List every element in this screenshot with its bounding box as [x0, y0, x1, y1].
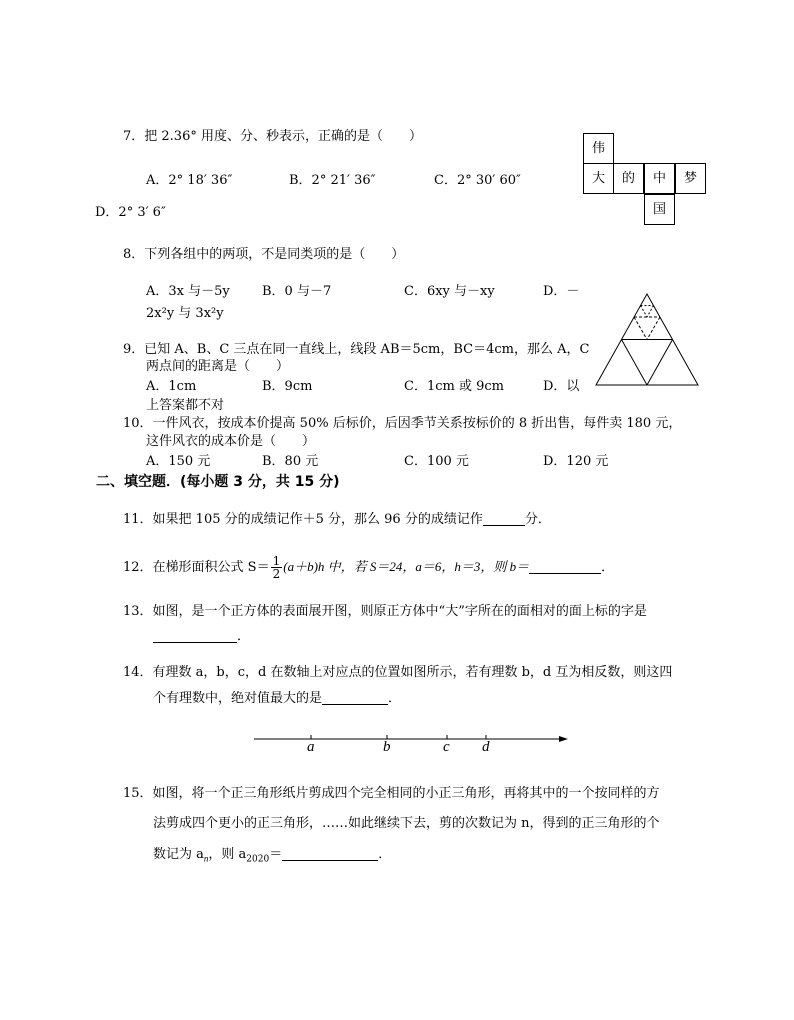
triangle-dash-6 — [647, 306, 654, 318]
q9-option-d: D．以 — [543, 379, 580, 394]
q9-option-c: C．1cm 或 9cm — [404, 379, 504, 394]
triangle-cut-2 — [622, 340, 648, 386]
q14-text-line2: 个有理数中，绝对值最大的是 — [153, 691, 323, 706]
q15-text-line3-eq: ＝ — [269, 847, 283, 862]
q15-text-line3: 数记为 a — [153, 847, 204, 862]
q12-fraction — [271, 555, 283, 580]
q15-answer-blank[interactable] — [282, 846, 378, 861]
cube-cell-guo: 国 — [644, 194, 675, 225]
triangle-dash-2 — [634, 317, 647, 340]
q14-text-after: ． — [388, 691, 402, 706]
q10-option-d: D．120 元 — [543, 454, 609, 469]
q8-option-a: A．3x 与－5y — [146, 284, 230, 299]
q7-option-d: D．2° 3′ 6″ — [95, 205, 166, 220]
triangle-dash-5 — [641, 306, 648, 318]
q13-text: 13．如图，是一个正方体的表面展开图，则原正方体中“大”字所在的面相对的面上标的字是 — [123, 604, 647, 619]
q8-option-d: D．－ — [543, 284, 580, 299]
q14-line2 — [153, 690, 401, 708]
q12 — [123, 554, 614, 581]
q14-text-line1: 14．有理数 a，b，c，d 在数轴上对应点的位置如图所示，若有理数 b，d 互为相反数，则这四 — [123, 665, 673, 680]
q11 — [123, 511, 551, 529]
q12-answer-blank[interactable] — [529, 559, 601, 574]
q8-option-b: B．0 与－7 — [262, 284, 332, 299]
q11-answer-blank[interactable] — [483, 511, 525, 526]
q15-text-line3-mid: ，则 a — [208, 847, 247, 862]
q10-stem-2: 这件风衣的成本价是（ ） — [146, 434, 316, 449]
q7-option-a: A．2° 18′ 36″ — [146, 173, 233, 188]
q8-option-c: C．6xy 与－xy — [404, 284, 495, 299]
section-2-title: 二、填空题．(每小题 3 分，共 15 分) — [96, 474, 340, 490]
number-line-label-a: a — [307, 739, 315, 755]
triangle-dash-3 — [647, 317, 660, 340]
q12-fraction-denominator: 2 — [272, 567, 281, 581]
q15-text-line1: 15．如图，将一个正三角形纸片剪成四个完全相同的小正三角形，再将其中的一个按同样的方 — [123, 786, 660, 801]
number-line-label-d: d — [482, 739, 490, 755]
q10-stem: 10．一件风衣，按成本价提高 50% 后标价，后因季节关系按标价的 8 折出售，每件卖 180 元， — [123, 416, 682, 431]
q9-option-d-cont: 上答案都不对 — [146, 398, 225, 413]
number-line-label-b: b — [383, 739, 391, 755]
q15-text-line3-end: ． — [378, 847, 392, 862]
q12-text: 12．在梯形面积公式 S＝ — [123, 560, 270, 575]
cube-cell-meng: 梦 — [675, 163, 706, 194]
q12-text-mid: (a＋b)h 中，若 S＝24，a＝6，h＝3，则 b＝ — [283, 559, 530, 574]
q13-answer-blank[interactable] — [153, 628, 237, 643]
cube-cell-da: 大 — [583, 163, 614, 194]
q14-answer-blank[interactable] — [322, 690, 388, 705]
number-line-axis — [250, 728, 572, 758]
triangle-cut-3 — [647, 340, 673, 386]
q15-subscript-2020: 2020 — [246, 854, 270, 865]
q15-text-line2: 法剪成四个更小的正三角形，……如此继续下去，剪的次数记为 n，得到的正三角形的个 — [153, 816, 660, 831]
q15-subscript-n: n — [203, 853, 209, 864]
q7-stem: 7．把 2.36° 用度、分、秒表示，正确的是（ ） — [123, 129, 422, 144]
q13-text-after: ． — [237, 629, 251, 644]
q12-fraction-numerator: 1 — [272, 554, 281, 568]
q9-option-a: A．1cm — [146, 379, 197, 394]
triangle-figure — [592, 292, 702, 388]
q7-option-c: C．2° 30′ 60″ — [434, 173, 521, 188]
cube-cell-wei: 伟 — [583, 133, 614, 164]
q7-option-b: B．2° 21′ 36″ — [289, 173, 376, 188]
q10-option-a: A．150 元 — [146, 454, 211, 469]
number-line-arrow — [559, 736, 568, 742]
q8-stem: 8．下列各组中的两项，不是同类项的是（ ） — [123, 247, 405, 262]
q11-text: 11．如果把 105 分的成绩记作＋5 分，那么 96 分的成绩记作 — [123, 512, 483, 527]
q10-option-b: B．80 元 — [262, 454, 319, 469]
number-line — [250, 728, 572, 758]
q8-option-d-cont: 2x²y 与 3x²y — [146, 306, 224, 321]
number-line-label-c: c — [443, 739, 450, 755]
q13-answer-line — [153, 628, 250, 646]
cube-cell-zhong: 中 — [644, 163, 675, 194]
q12-text-after: ． — [601, 560, 615, 575]
q9-stem: 9．已知 A、B、C 三点在同一直线上，线段 AB＝5cm，BC＝4cm，那么 A，C — [123, 342, 589, 357]
cube-cell-de: 的 — [613, 163, 644, 194]
q15-line3 — [153, 846, 391, 869]
q9-option-b: B．9cm — [262, 379, 313, 394]
q9-stem-2: 两点间的距离是（ ） — [146, 359, 290, 374]
q10-option-c: C．100 元 — [404, 454, 469, 469]
q11-text-after: 分． — [524, 512, 551, 527]
